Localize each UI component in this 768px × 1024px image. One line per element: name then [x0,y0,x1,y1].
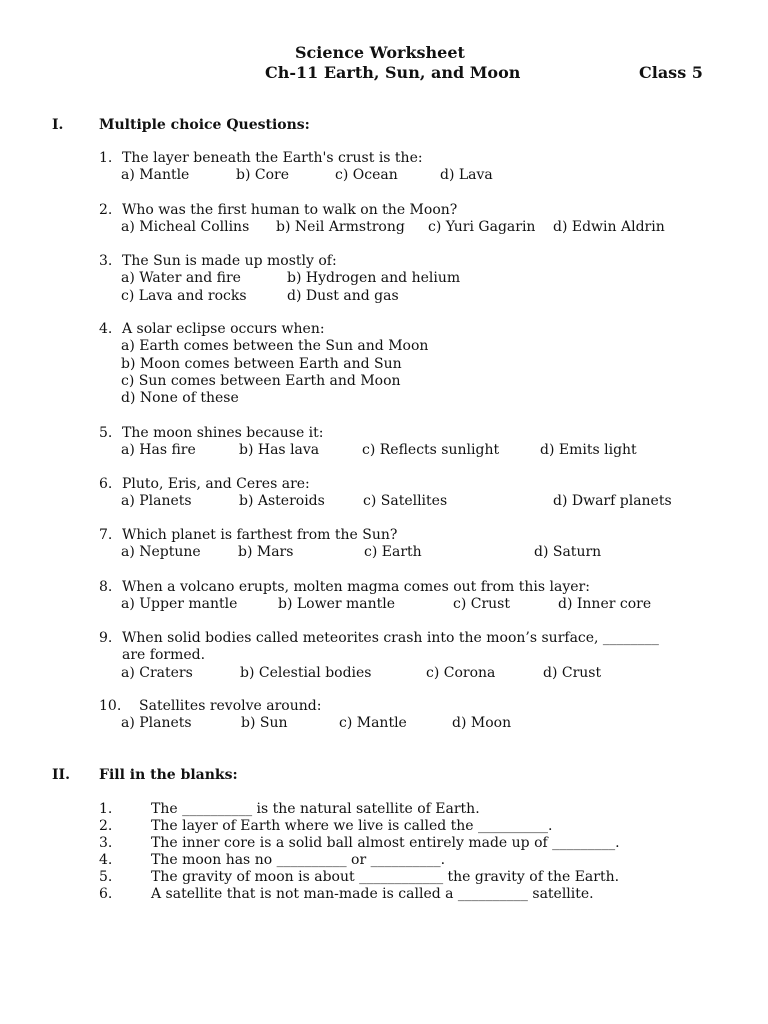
answer-options-row [121,544,602,561]
answer-options-row [121,219,665,236]
answer-option: a) Neptune [121,544,201,561]
answer-option: b) Asteroids [239,493,325,510]
answer-option: c) Corona [426,664,496,681]
worksheet-title: Science Worksheet [295,43,465,62]
question-1 [99,150,493,185]
item-number: 6. [99,886,113,902]
answer-option: d) Emits light [540,442,637,459]
question-text: A solar eclipse occurs when: [122,321,325,337]
answer-option: b) Moon comes between Earth and Sun [121,355,402,372]
answer-option: d) Inner core [558,596,652,613]
question-text: When a volcano erupts, molten magma comes out from this layer: [122,579,590,595]
question-stem [99,698,321,715]
answer-options-row [121,596,652,613]
class-label: Class 5 [639,63,703,82]
question-stem [99,150,423,167]
item-text: The moon has no __________ or __________. [151,852,446,868]
question-stem [99,253,337,270]
answer-option: c) Earth [364,544,422,561]
question-3 [99,253,461,305]
item-text: A satellite that is not man-made is called a __________ satellite. [151,886,594,902]
answer-option: b) Mars [238,544,294,561]
question-text-continued: are formed. [122,647,206,664]
answer-option: d) Crust [543,664,602,681]
question-stem [99,425,324,442]
question-number: 5. [99,425,113,441]
question-8 [99,579,652,614]
question-number: 3. [99,253,113,269]
question-number: 8. [99,579,113,595]
answer-options-row [121,270,461,287]
question-stem [99,476,310,493]
question-number: 7. [99,527,113,543]
question-stem [99,321,325,338]
question-text: Satellites revolve around: [139,698,322,714]
answer-option: a) Micheal Collins [121,219,250,236]
answer-option: b) Has lava [239,442,320,459]
answer-option: a) Earth comes between the Sun and Moon [121,338,429,355]
answer-options-row [121,665,659,682]
question-text: Who was the first human to walk on the Moon? [122,202,458,218]
section-1-number: I. [52,117,64,133]
question-text: The moon shines because it: [122,425,324,441]
question-stem [99,527,397,544]
answer-option: c) Reflects sunlight [362,442,500,459]
question-number: 4. [99,321,113,337]
answer-option: d) Edwin Aldrin [553,219,665,236]
question-stem [99,579,590,596]
answer-option: c) Mantle [339,715,407,732]
answer-options-row [121,338,429,355]
answer-option: a) Upper mantle [121,596,238,613]
item-number: 5. [99,869,113,885]
answer-options-row [121,493,672,510]
answer-option: c) Sun comes between Earth and Moon [121,372,401,389]
question-4 [99,321,429,407]
answer-options-row [121,390,325,407]
answer-option: a) Planets [121,493,192,510]
section-1-heading: Multiple choice Questions: [99,117,310,133]
answer-option: b) Lower mantle [278,596,396,613]
answer-option: c) Satellites [363,493,448,510]
answer-option: d) None of these [121,390,239,407]
answer-options-row [121,372,401,390]
answer-option: d) Saturn [534,544,602,561]
answer-option: b) Sun [241,715,288,732]
answer-option: b) Hydrogen and helium [287,270,461,287]
answer-option: d) Lava [440,167,493,184]
question-text: Which planet is farthest from the Sun? [122,527,398,543]
item-text: The inner core is a solid ball almost entirely made up of _________. [151,835,620,851]
answer-option: c) Crust [453,596,510,613]
answer-option: c) Yuri Gagarin [428,219,536,236]
answer-options-row [121,167,493,184]
item-text: The layer of Earth where we live is called the __________. [151,818,553,834]
fill-blank-item [99,886,719,903]
fill-blank-item [99,818,719,835]
item-number: 3. [99,835,113,851]
answer-option: a) Craters [121,664,193,681]
question-2 [99,202,665,237]
answer-option: a) Planets [121,715,192,732]
answer-option: d) Dwarf planets [553,493,672,510]
question-number: 2. [99,202,113,218]
answer-option: a) Has fire [121,442,196,459]
item-text: The __________ is the natural satellite of Earth. [151,801,480,817]
fill-blank-item [99,869,719,886]
question-number: 6. [99,476,113,492]
question-6 [99,476,672,511]
answer-options-row [121,715,512,732]
item-text: The gravity of moon is about ____________ the gravity of the Earth. [151,869,620,885]
answer-option: d) Moon [452,715,512,732]
item-number: 4. [99,852,113,868]
section-2-heading: Fill in the blanks: [99,767,238,783]
answer-option: a) Water and fire [121,270,241,287]
answer-option: b) Celestial bodies [240,664,372,681]
question-10 [99,698,512,733]
question-9 [99,630,659,682]
answer-option: d) Dust and gas [287,287,399,304]
answer-option: b) Core [236,167,289,184]
item-number: 2. [99,818,113,834]
answer-option: c) Lava and rocks [121,287,247,304]
answer-option: b) Neil Armstrong [276,219,405,236]
question-7 [99,527,602,562]
question-text: Pluto, Eris, and Ceres are: [122,476,310,492]
question-text: The layer beneath the Earth's crust is the: [122,150,423,166]
answer-options-row [121,287,399,305]
fill-blank-item [99,835,719,852]
question-number: 9. [99,630,113,646]
chapter-title: Ch-11 Earth, Sun, and Moon [265,63,521,82]
question-text: When solid bodies called meteorites crash into the moon’s surface, ________ [122,630,659,646]
question-5 [99,425,637,460]
answer-option: c) Ocean [335,167,398,184]
item-number: 1. [99,801,113,817]
fill-blank-item [99,852,719,869]
question-text: The Sun is made up mostly of: [122,253,337,269]
question-stem [99,630,659,647]
question-stem [99,202,457,219]
section-2-number: II. [52,767,70,783]
fill-blank-item [99,801,719,818]
question-number: 10. [99,698,122,714]
answer-options-row [121,442,637,459]
question-number: 1. [99,150,113,166]
answer-option: a) Mantle [121,167,190,184]
answer-options-row [121,355,402,373]
